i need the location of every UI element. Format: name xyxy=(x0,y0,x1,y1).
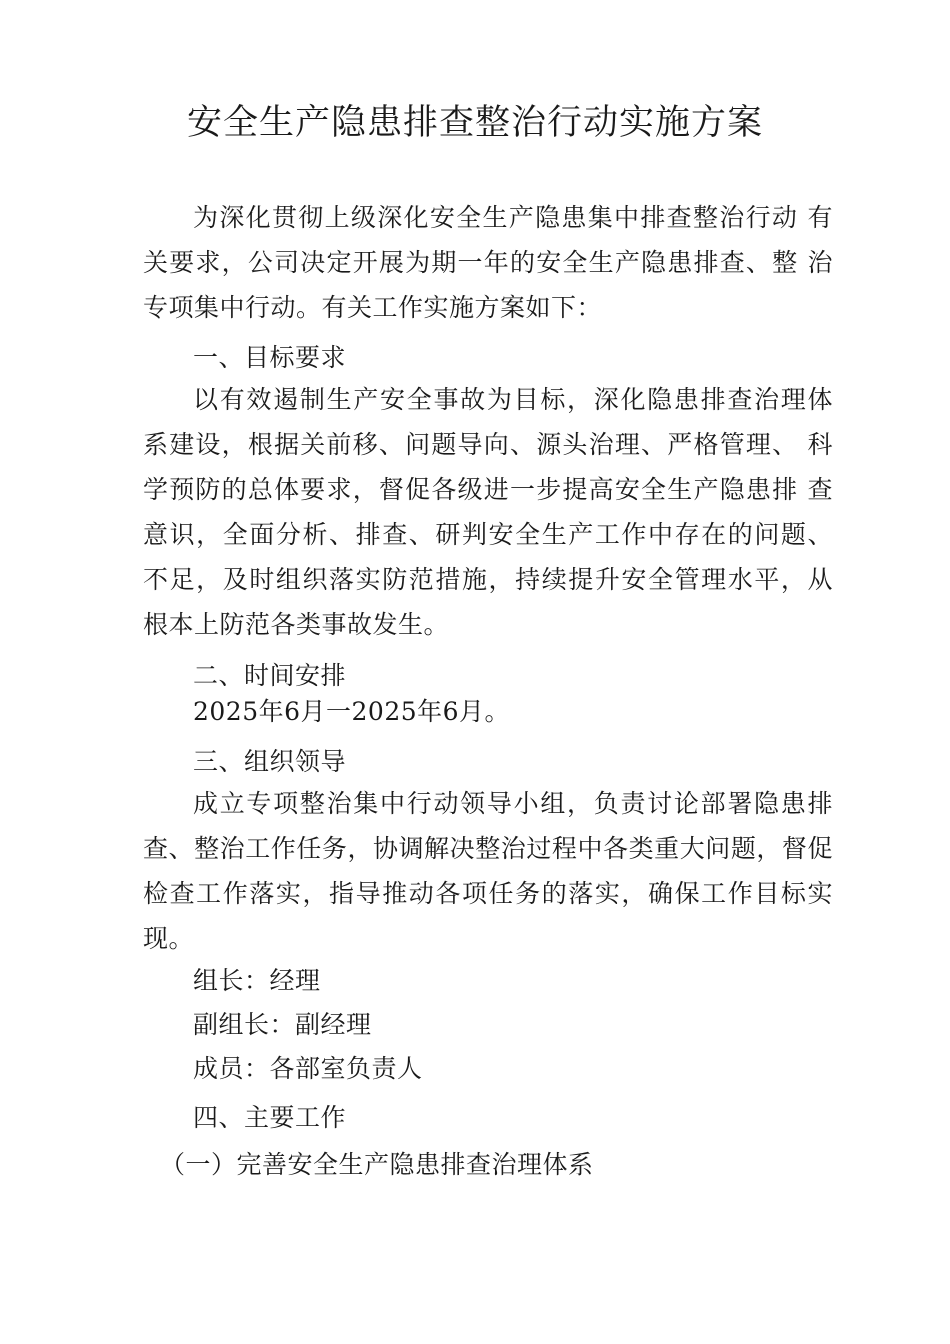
deputy-leader-line: 副组长：副经理 xyxy=(193,1010,372,1039)
section-heading-organization: 三、组织领导 xyxy=(193,747,347,776)
members-line: 成员：各部室负责人 xyxy=(193,1054,423,1083)
document-title: 安全生产隐患排查整治行动实施方案 xyxy=(186,103,763,143)
schedule-text: 2025年6月一2025年6月。 xyxy=(193,697,511,726)
goals-paragraph: 以有效遏制生产安全事故为目标，深化隐患排查治理体 系建设，根据关前移、问题导向、源头治理、严格管理、 科学预防的总体要求，督促各级进一步提高安全生产隐患排 查意识，全面分析、排查、研判安全生产工作中存在的问题、 不足，及时组织落实防范措施，持续提升安全管理水平，从 根本上防范各类事故发生。 xyxy=(143,385,833,639)
section-heading-goals: 一、目标要求 xyxy=(193,343,347,372)
organization-paragraph: 成立专项整治集中行动领导小组，负责讨论部署隐患排查、整治工作任务，协调解决整治过程中各类重大问题，督促检查工作落实，指导推动各项任务的落实，确保工作目标实现。 xyxy=(143,789,833,953)
intro-paragraph: 为深化贯彻上级深化安全生产隐患集中排查整治行动 有关要求，公司决定开展为期一年的安全生产隐患排查、整 治专项集中行动。有关工作实施方案如下： xyxy=(143,203,833,322)
leader-line: 组长：经理 xyxy=(193,966,321,995)
section-heading-main-work: 四、主要工作 xyxy=(193,1103,347,1132)
subsection-heading-1: （一）完善安全生产隐患排查治理体系 xyxy=(160,1150,594,1179)
section-heading-schedule: 二、时间安排 xyxy=(193,661,347,690)
